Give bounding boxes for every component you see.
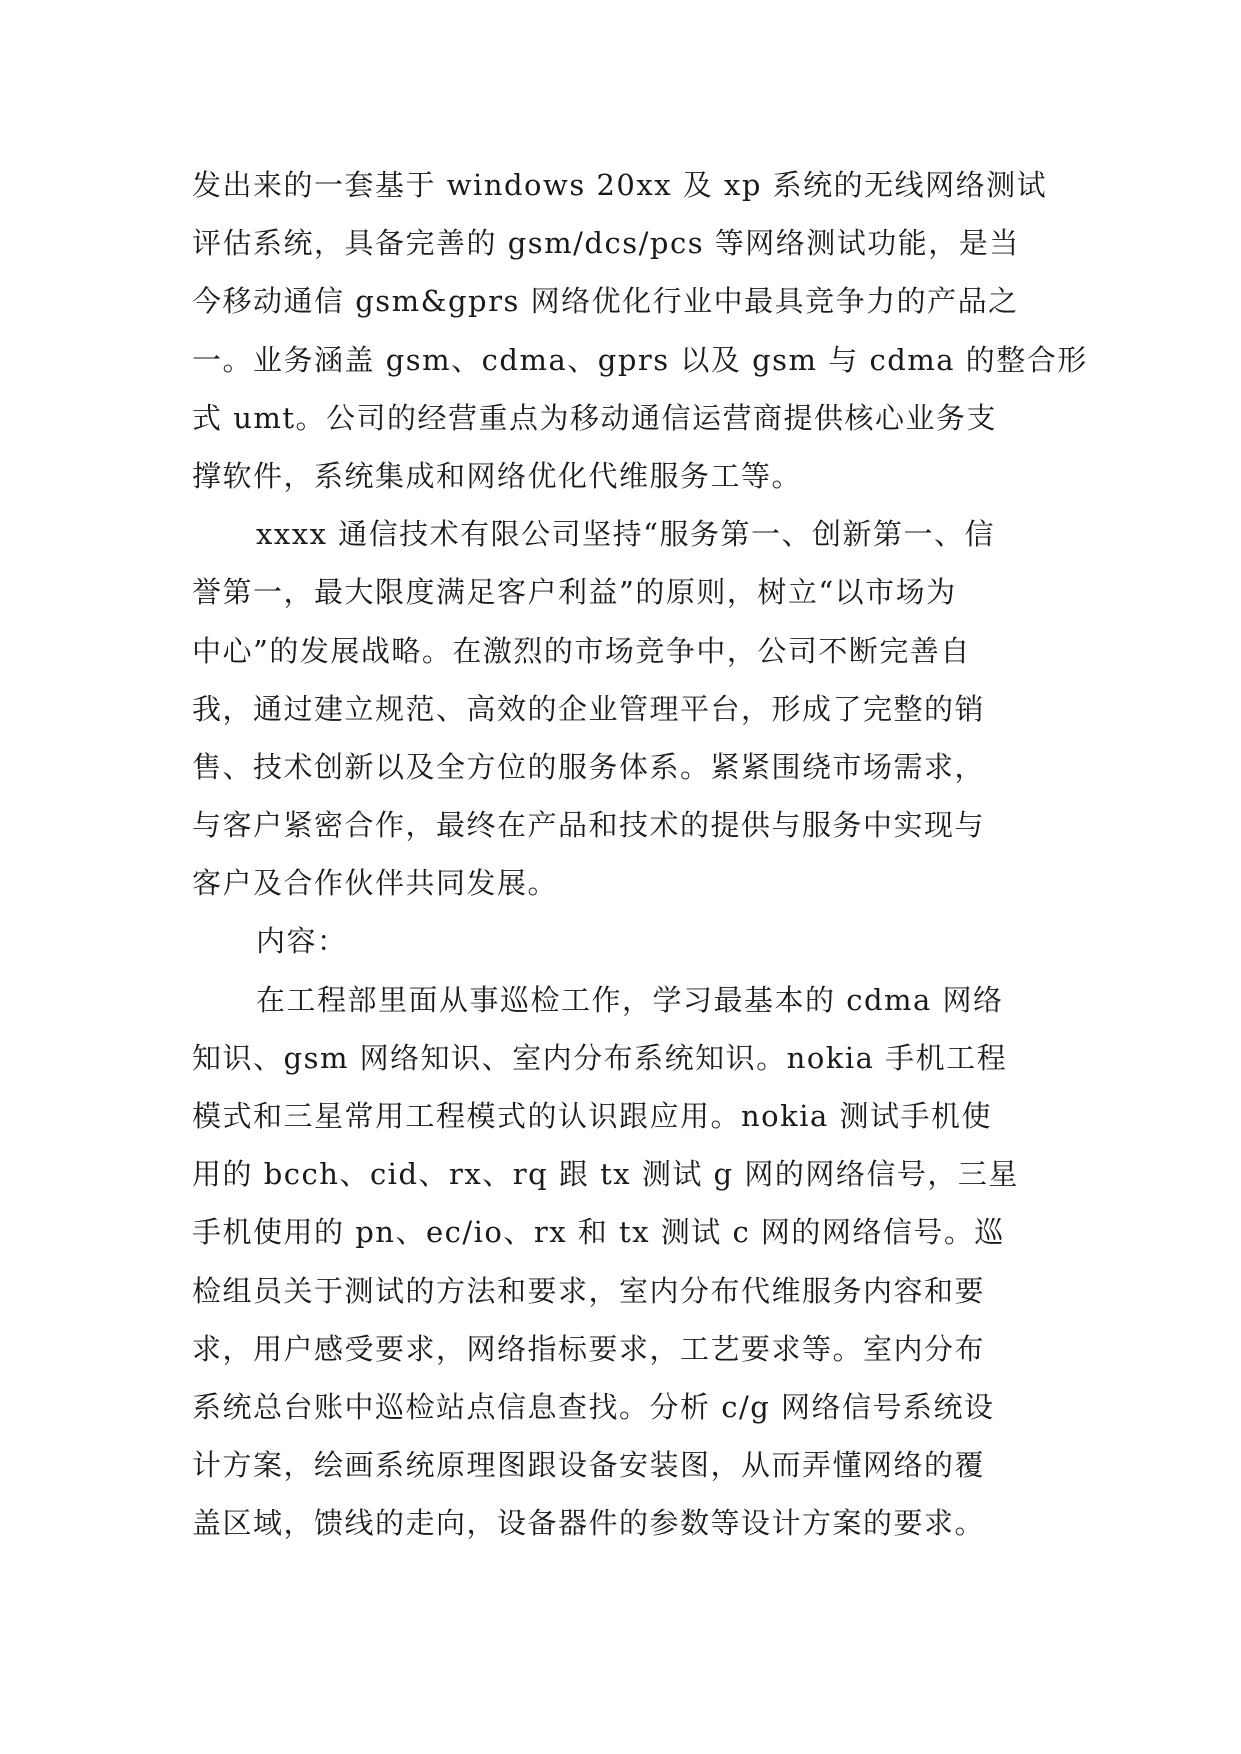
text-line: 式 umt。公司的经营重点为移动通信运营商提供核心业务支 (192, 400, 998, 435)
document-body (192, 156, 1088, 1553)
paragraph-start-line: xxxx 通信技术有限公司坚持“服务第一、创新第一、信 (256, 517, 995, 552)
text-line: 盖区域，馈线的走向，设备器件的参数等设计方案的要求。 (192, 1506, 986, 1541)
text-line: 撑软件，系统集成和网络优化代维服务工等。 (192, 458, 803, 493)
text-line: 知识、gsm 网络知识、室内分布系统知识。nokia 手机工程 (192, 1040, 1008, 1075)
text-line: 今移动通信 gsm&gprs 网络优化行业中最具竞争力的产品之 (192, 284, 1019, 319)
text-line: 评估系统，具备完善的 gsm/dcs/pcs 等网络测试功能，是当 (192, 226, 1020, 261)
text-line: 中心”的发展战略。在激烈的市场竞争中，公司不断完善自 (192, 633, 971, 668)
text-line: 我，通过建立规范、高效的企业管理平台，形成了完整的销 (192, 691, 986, 726)
text-line: 模式和三星常用工程模式的认识跟应用。nokia 测试手机使 (192, 1099, 992, 1133)
text-line: 誉第一，最大限度满足客户利益”的原则，树立“以市场为 (192, 575, 957, 610)
paragraph-start-line: 在工程部里面从事巡检工作，学习最基本的 cdma 网络 (256, 982, 1004, 1017)
text-line: 用的 bcch、cid、rx、rq 跟 tx 测试 g 网的网络信号，三星 (192, 1157, 1019, 1192)
text-line: 检组员关于测试的方法和要求，室内分布代维服务内容和要 (192, 1273, 986, 1308)
text-line: 发出来的一套基于 windows 20xx 及 xp 系统的无线网络测试 (192, 168, 1048, 202)
text-line: 客户及合作伙伴共同发展。 (192, 866, 559, 901)
text-line: 售、技术创新以及全方位的服务体系。紧紧围绕市场需求， (192, 749, 986, 784)
text-line: 一。业务涵盖 gsm、cdma、gprs 以及 gsm 与 cdma 的整合形 (192, 342, 1088, 377)
text-line: 手机使用的 pn、ec/io、rx 和 tx 测试 c 网的网络信号。巡 (192, 1215, 1005, 1250)
text-line: 系统总台账中巡检站点信息查找。分析 c/g 网络信号系统设 (192, 1389, 995, 1424)
text-line: 求，用户感受要求，网络指标要求，工艺要求等。室内分布 (192, 1331, 986, 1366)
text-line: 计方案，绘画系统原理图跟设备安装图，从而弄懂网络的覆 (192, 1448, 986, 1483)
text-line: 与客户紧密合作，最终在产品和技术的提供与服务中实现与 (192, 808, 986, 843)
section-label: 内容： (256, 924, 348, 959)
